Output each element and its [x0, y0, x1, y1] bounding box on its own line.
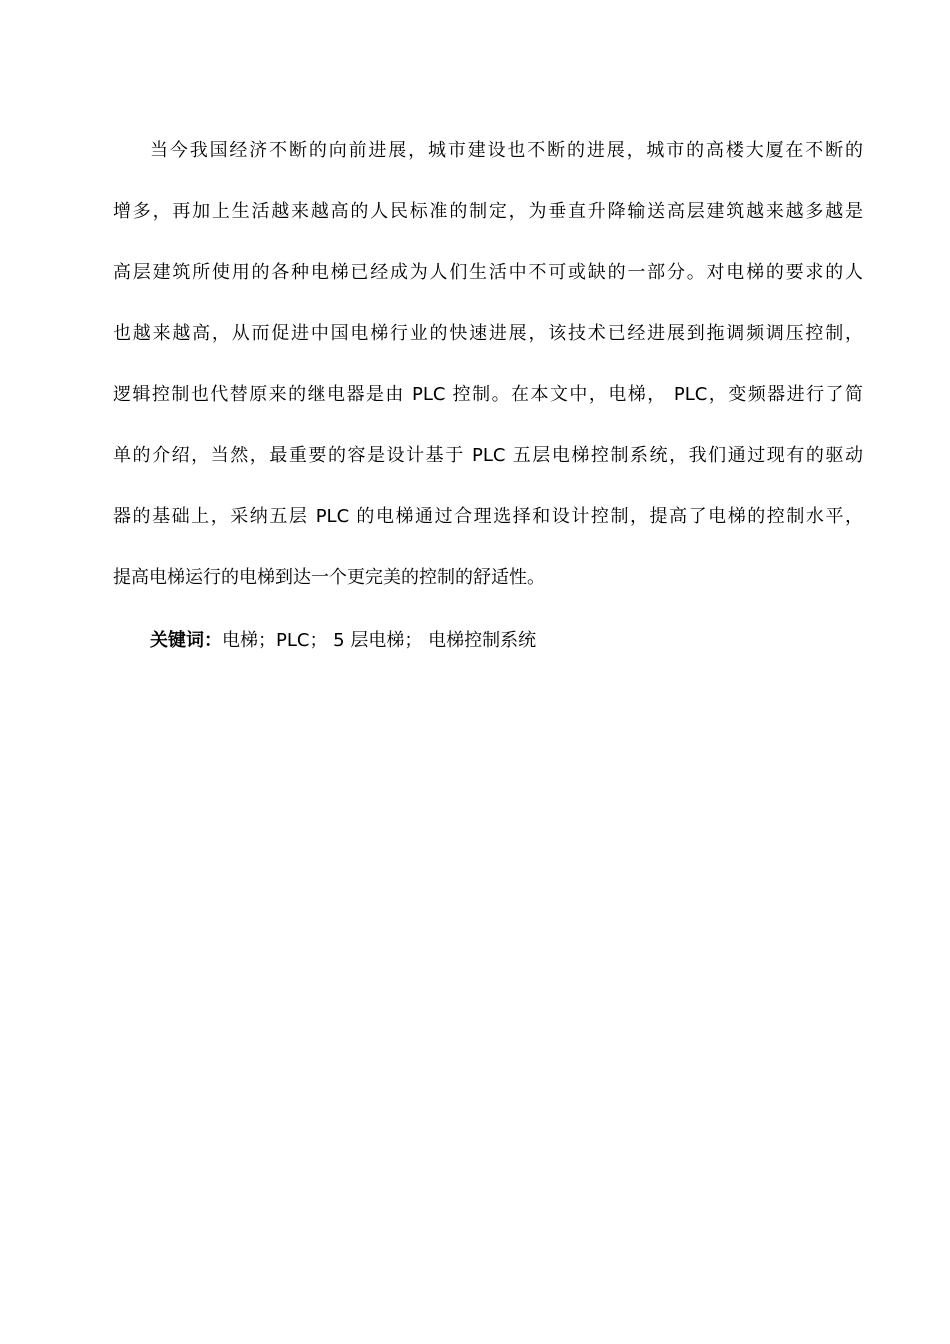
keywords-line	[150, 622, 536, 660]
abstract-line: 当今我国经济不断的向前进展，城市建设也不断的进展，城市的高楼大厦在不断的	[150, 140, 863, 161]
abstract-line: 器的基础上，采纳五层 PLC 的电梯通过合理选择和设计控制，提高了电梯的控制水平，	[113, 506, 863, 527]
abstract-paragraph	[113, 132, 863, 620]
abstract-line: 高层建筑所使用的各种电梯已经成为人们生活中不可或缺的一部分。对电梯的要求的人	[113, 262, 863, 283]
keywords-value: 电梯；PLC； 5 层电梯； 电梯控制系统	[222, 630, 537, 651]
abstract-line: 增多，再加上生活越来越高的人民标准的制定，为垂直升降输送高层建筑越来越多越是	[113, 201, 863, 222]
keywords-label: 关键词：	[150, 630, 222, 651]
abstract-line: 单的介绍，当然，最重要的容是设计基于 PLC 五层电梯控制系统，我们通过现有的驱动	[113, 445, 863, 466]
abstract-line: 也越来越高，从而促进中国电梯行业的快速进展，该技术已经进展到拖调频调压控制，	[113, 323, 863, 344]
abstract-line: 提高电梯运行的电梯到达一个更完美的控制的舒适性。	[113, 567, 545, 588]
abstract-line: 逻辑控制也代替原来的继电器是由 PLC 控制。在本文中，电梯， PLC，变频器进行了简	[113, 384, 863, 405]
